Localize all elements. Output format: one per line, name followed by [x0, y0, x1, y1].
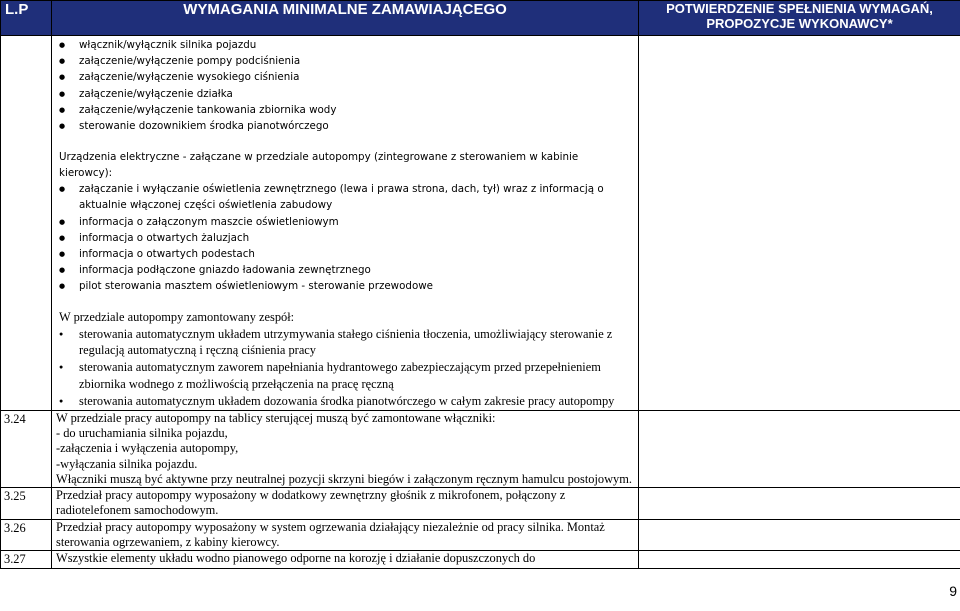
- requirement-cell: [52, 410, 639, 487]
- list-item: ● informacja o otwartych podestach: [56, 246, 634, 262]
- confirmation-cell[interactable]: [639, 519, 960, 551]
- requirement-line: - do uruchamiania silnika pojazdu,: [56, 425, 228, 440]
- requirement-cell: [52, 36, 639, 411]
- header-lp: L.P: [1, 1, 52, 36]
- list-item: ● informacja podłączone gniazdo ładowania zewnętrznego: [56, 262, 634, 278]
- electrical-devices-list: [56, 181, 634, 294]
- list-item: ● załączenie/wyłączenie działka: [56, 86, 634, 102]
- pump-unit-intro: W przedziale autopompy zamontowany zespół:: [59, 309, 295, 324]
- list-item: ● informacja o otwartych żaluzjach: [56, 230, 634, 246]
- list-item: ● załączanie i wyłączanie oświetlenia zewnętrznego (lewa i prawa strona, dach, tył) wraz z informacją o aktualnie włączonej części oświetlenia zabudowy: [56, 181, 634, 213]
- control-switch-list: [56, 37, 634, 134]
- requirement-line: -załączenia i wyłączenia autopompy,: [56, 441, 239, 456]
- row-number: 3.25: [1, 488, 52, 520]
- pump-unit-list: [56, 326, 634, 410]
- list-item: ● załączenie/wyłączenie wysokiego ciśnienia: [56, 69, 634, 85]
- requirement-line: Przedział pracy autopompy wyposażony w dodatkowy zewnętrzny głośnik z mikrofonem, połączony z radiotelefonem samochodowym.: [56, 488, 566, 518]
- list-item: ● informacja o załączonym maszcie oświetleniowym: [56, 214, 634, 230]
- table-row: [1, 551, 960, 569]
- electrical-devices-intro: Urządzenia elektryczne - załączane w przedziale autopompy (zintegrowane z sterowaniem w kabinie kierowcy):: [59, 151, 579, 180]
- list-item: ● sterowania automatycznym układem utrzymywania stałego ciśnienia tłoczenia, umożliwiający sterowanie z regulacją automatyczną i ręczną ciśnienia pracy: [56, 326, 634, 360]
- list-item: ● sterowanie dozownikiem środka pianotwórczego: [56, 118, 634, 134]
- header-requirements: WYMAGANIA MINIMALNE ZAMAWIAJĄCEGO: [52, 1, 639, 36]
- requirement-line: -wyłączania silnika pojazdu.: [56, 456, 198, 471]
- requirement-cell: [52, 519, 639, 551]
- row-number: 3.27: [1, 551, 52, 569]
- header-confirmation-line1: POTWIERDZENIE SPEŁNIENIA WYMAGAŃ,: [666, 1, 933, 16]
- list-item: ● załączenie/wyłączenie tankowania zbiornika wody: [56, 102, 634, 118]
- list-item: ● sterowania automatycznym układem dozowania środka pianotwórczego w całym zakresie pracy autopompy: [56, 393, 634, 410]
- lp-cell: [1, 36, 52, 411]
- requirement-line: Włączniki muszą być aktywne przy neutralnej pozycji skrzyni biegów i załączonym ręcznym hamulcu postojowym.: [56, 471, 632, 486]
- confirmation-cell[interactable]: [639, 488, 960, 520]
- table-row: [1, 488, 960, 520]
- row-number: 3.26: [1, 519, 52, 551]
- confirmation-cell[interactable]: [639, 551, 960, 569]
- table-row: [1, 519, 960, 551]
- list-item: ● włącznik/wyłącznik silnika pojazdu: [56, 37, 634, 53]
- row-number: 3.24: [1, 410, 52, 487]
- header-confirmation-line2: PROPOZYCJE WYKONAWCY*: [706, 16, 893, 31]
- list-item: ● sterowania automatycznym zaworem napełniania hydrantowego zabezpieczającym przed przepełnieniem zbiornika wodnego z możliwością przełączenia na pracę ręczną: [56, 359, 634, 393]
- requirement-cell: [52, 488, 639, 520]
- requirement-line: Wszystkie elementy układu wodno pianowego odporne na korozję i działanie dopuszczonych do: [56, 551, 536, 566]
- confirmation-cell[interactable]: [639, 410, 960, 487]
- requirement-cell: [52, 551, 639, 569]
- table-row: [1, 410, 960, 487]
- list-item: ● załączenie/wyłączenie pompy podciśnienia: [56, 53, 634, 69]
- page-number: 9: [949, 583, 957, 599]
- list-item: ● pilot sterowania masztem oświetleniowym - sterowanie przewodowe: [56, 278, 634, 294]
- requirement-line: W przedziale pracy autopompy na tablicy sterującej muszą być zamontowane włączniki:: [56, 410, 496, 425]
- table-row: [1, 36, 960, 411]
- requirement-line: Przedział pracy autopompy wyposażony w system ogrzewania działający niezależnie od pracy silnika. Montaż sterowania ogrzewaniem, z kabiny kierowcy.: [56, 519, 605, 549]
- confirmation-cell[interactable]: [639, 36, 960, 411]
- header-confirmation: [639, 1, 960, 36]
- table-header-row: [1, 1, 960, 36]
